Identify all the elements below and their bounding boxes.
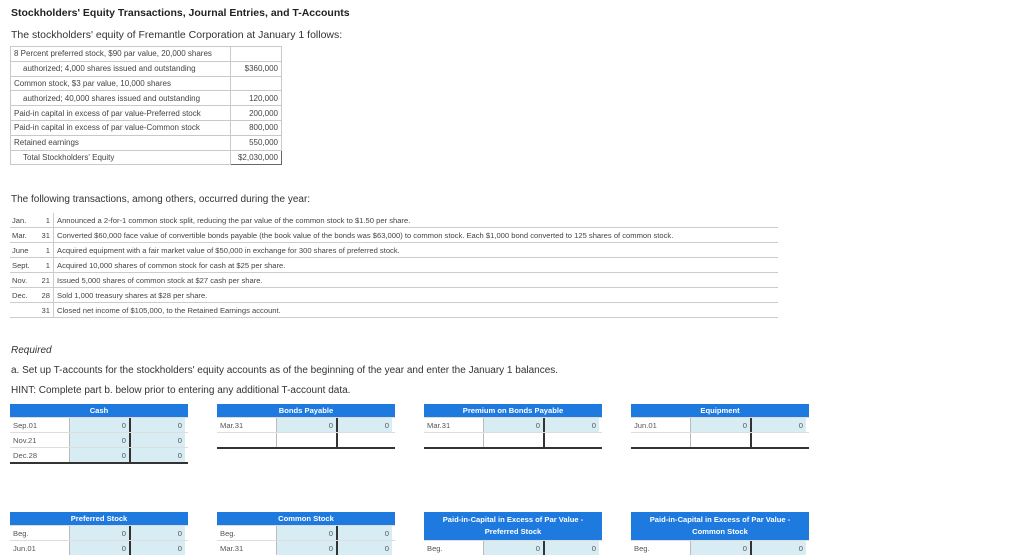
t-account-row: Beg. 0 0 [424,540,602,555]
table-row: authorized; 4,000 shares issued and outstanding $360,000 [11,61,282,76]
credit-input[interactable] [750,433,806,447]
t-account-title: Paid-in-Capital in Excess of Par Value - Common Stock [631,512,809,540]
t-account-equipment [631,404,809,455]
transactions-intro: The following transactions, among others, occurred during the year: [11,194,311,205]
t-account-row [631,432,809,447]
transactions-table [10,213,778,318]
credit-input[interactable] [336,433,392,447]
table-row: June 1 Acquired equipment with a fair market value of $50,000 in exchange for 300 shares of preferred stock. [10,243,778,258]
t-account-row: Jun.01 0 0 [10,540,188,555]
debit-input[interactable]: 0 [483,541,543,555]
balance-table [10,46,282,165]
t-account-row: Sep.01 0 0 [10,417,188,432]
credit-input[interactable]: 0 [750,418,806,432]
t-account-row: Beg. 0 0 [217,525,395,540]
debit-input[interactable]: 0 [69,541,129,555]
debit-input[interactable] [276,433,336,447]
table-row: Total Stockholders' Equity $2,030,000 [11,150,282,165]
t-account-cash [10,404,188,470]
credit-input[interactable]: 0 [543,418,599,432]
t-account-total-line [217,447,395,455]
table-row: 31 Closed net income of $105,000, to the Retained Earnings account. [10,303,778,318]
t-account-title: Equipment [631,404,809,417]
t-account-total-line [631,447,809,455]
debit-input[interactable] [690,433,750,447]
t-account-row: Mar.31 0 0 [217,417,395,432]
t-account-row [424,432,602,447]
t-account-title: Common Stock [217,512,395,525]
credit-input[interactable]: 0 [336,541,392,555]
page-title: Stockholders' Equity Transactions, Journal Entries, and T-Accounts [11,7,350,19]
table-row: Paid-in capital in excess of par value-Preferred stock 200,000 [11,106,282,121]
credit-input[interactable]: 0 [129,448,185,462]
t-account-row: Dec.28 0 0 [10,447,188,462]
part-a-instructions: a. Set up T-accounts for the stockholders' equity accounts as of the beginning of the year and enter the January 1 balances. [11,365,559,376]
debit-input[interactable]: 0 [276,418,336,432]
debit-input[interactable] [483,433,543,447]
intro-text: The stockholders' equity of Fremantle Corporation at January 1 follows: [11,29,343,41]
debit-input[interactable]: 0 [69,448,129,462]
table-row: 8 Percent preferred stock, $90 par value, 20,000 shares [11,47,282,62]
credit-input[interactable]: 0 [129,526,185,540]
debit-input[interactable]: 0 [690,541,750,555]
t-account-row: Mar.31 0 0 [424,417,602,432]
t-account-row: Beg. 0 0 [10,525,188,540]
t-account-row: Jun.01 0 0 [631,417,809,432]
table-row: authorized; 40,000 shares issued and outstanding 120,000 [11,91,282,106]
debit-input[interactable]: 0 [690,418,750,432]
t-account-title: Premium on Bonds Payable [424,404,602,417]
debit-input[interactable]: 0 [69,418,129,432]
t-account-premium-on-bonds-payable [424,404,602,455]
credit-input[interactable]: 0 [750,541,806,555]
table-row: Mar. 31 Converted $60,000 face value of convertible bonds payable (the book value of the bonds was $63,000) to common stock. Each $1,000 bond converted to 125 shares of common stock. [10,228,778,243]
table-row: Dec. 28 Sold 1,000 treasury shares at $28 per share. [10,288,778,303]
t-account-pic-common [631,512,809,555]
hint-text: HINT: Complete part b. below prior to entering any additional T-account data. [11,385,351,396]
required-heading: Required [11,345,52,356]
debit-input[interactable]: 0 [69,526,129,540]
credit-input[interactable]: 0 [129,541,185,555]
table-row: Paid-in capital in excess of par value-Common stock 800,000 [11,120,282,135]
table-row: Jan. 1 Announced a 2-for-1 common stock split, reducing the par value of the common stock to $1.50 per share. [10,213,778,228]
table-row: Retained earnings 550,000 [11,135,282,150]
t-account-row: Nov.21 0 0 [10,432,188,447]
debit-input[interactable]: 0 [276,526,336,540]
t-account-total-line [10,462,188,470]
t-account-row: Mar.31 0 0 [217,540,395,555]
t-account-title: Preferred Stock [10,512,188,525]
t-account-row [217,432,395,447]
t-account-common-stock [217,512,395,555]
debit-input[interactable]: 0 [483,418,543,432]
t-account-title: Bonds Payable [217,404,395,417]
t-account-row: Beg. 0 0 [631,540,809,555]
table-row: Common stock, $3 par value, 10,000 shares [11,76,282,91]
credit-input[interactable]: 0 [543,541,599,555]
t-account-bonds-payable [217,404,395,455]
credit-input[interactable]: 0 [129,418,185,432]
table-row: Sept. 1 Acquired 10,000 shares of common stock for cash at $25 per share. [10,258,778,273]
t-account-title: Cash [10,404,188,417]
t-account-pic-preferred [424,512,602,555]
debit-input[interactable]: 0 [69,433,129,447]
t-account-total-line [424,447,602,455]
debit-input[interactable]: 0 [276,541,336,555]
table-row: Nov. 21 Issued 5,000 shares of common stock at $27 cash per share. [10,273,778,288]
t-account-title: Paid-in-Capital in Excess of Par Value - Preferred Stock [424,512,602,540]
t-account-preferred-stock [10,512,188,555]
credit-input[interactable] [543,433,599,447]
credit-input[interactable]: 0 [336,418,392,432]
credit-input[interactable]: 0 [129,433,185,447]
credit-input[interactable]: 0 [336,526,392,540]
